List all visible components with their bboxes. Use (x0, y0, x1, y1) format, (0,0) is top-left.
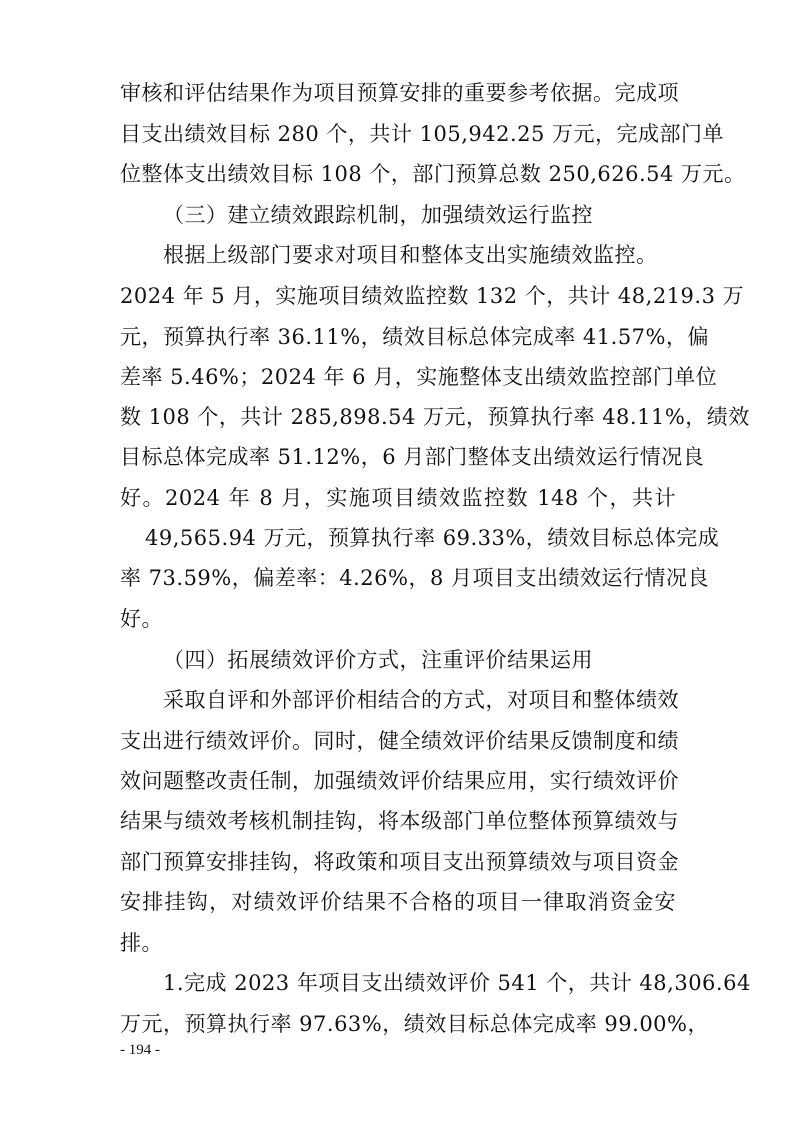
paragraph-line-17: 支出进行绩效评价。同时，健全绩效评价结果反馈制度和绩 (120, 729, 679, 753)
paragraph-line-22: 排。 (120, 931, 163, 955)
paragraph-line-11: 好。2024 年 8 月，实施项目绩效监控数 148 个，共计 (120, 486, 676, 510)
paragraph-line-13: 率 73.59%，偏差率：4.26%，8 月项目支出绩效运行情况良 (120, 566, 709, 590)
paragraph-line-10: 目标总体完成率 51.12%，6 月部门整体支出绩效运行情况良 (120, 445, 705, 469)
paragraph-line-3: 位整体支出绩效目标 108 个，部门预算总数 250,626.54 万元。 (120, 162, 746, 186)
paragraph-line-7: 元，预算执行率 36.11%，绩效目标总体完成率 41.57%，偏 (120, 325, 709, 349)
paragraph-line-2: 目支出绩效目标 280 个，共计 105,942.25 万元，完成部门单 (120, 122, 725, 146)
paragraph-line-1: 审核和评估结果作为项目预算安排的重要参考依据。完成项 (120, 81, 679, 105)
paragraph-line-24: 万元，预算执行率 97.63%，绩效目标总体完成率 99.00%， (120, 1012, 709, 1036)
paragraph-line-18: 效问题整改责任制，加强绩效评价结果应用，实行绩效评价 (120, 769, 679, 793)
section-heading-3: （三）建立绩效跟踪机制，加强绩效运行监控 (163, 203, 593, 227)
paragraph-line-8: 差率 5.46%；2024 年 6 月，实施整体支出绩效监控部门单位 (120, 365, 718, 389)
paragraph-line-6: 2024 年 5 月，实施项目绩效监控数 132 个，共计 48,219.3 万 (120, 284, 745, 308)
paragraph-line-14: 好。 (120, 607, 163, 631)
section-heading-4: （四）拓展绩效评价方式，注重评价结果运用 (163, 648, 593, 672)
paragraph-line-20: 部门预算安排挂钩，将政策和项目支出预算绩效与项目资金 (120, 850, 679, 874)
paragraph-line-9: 数 108 个，共计 285,898.54 万元，预算执行率 48.11%，绩效 (120, 405, 750, 429)
paragraph-line-16: 采取自评和外部评价相结合的方式，对项目和整体绩效 (163, 688, 679, 712)
paragraph-line-23: 1.完成 2023 年项目支出绩效评价 541 个，共计 48,306.64 (163, 971, 751, 995)
page-number: - 194 - (120, 1042, 160, 1058)
paragraph-line-21: 安排挂钩，对绩效评价结果不合格的项目一律取消资金安 (120, 890, 676, 914)
paragraph-line-5: 根据上级部门要求对项目和整体支出实施绩效监控。 (163, 243, 658, 267)
paragraph-line-12: 49,565.94 万元，预算执行率 69.33%，绩效目标总体完成 (145, 526, 720, 550)
paragraph-line-19: 结果与绩效考核机制挂钩，将本级部门单位整体预算绩效与 (120, 809, 679, 833)
